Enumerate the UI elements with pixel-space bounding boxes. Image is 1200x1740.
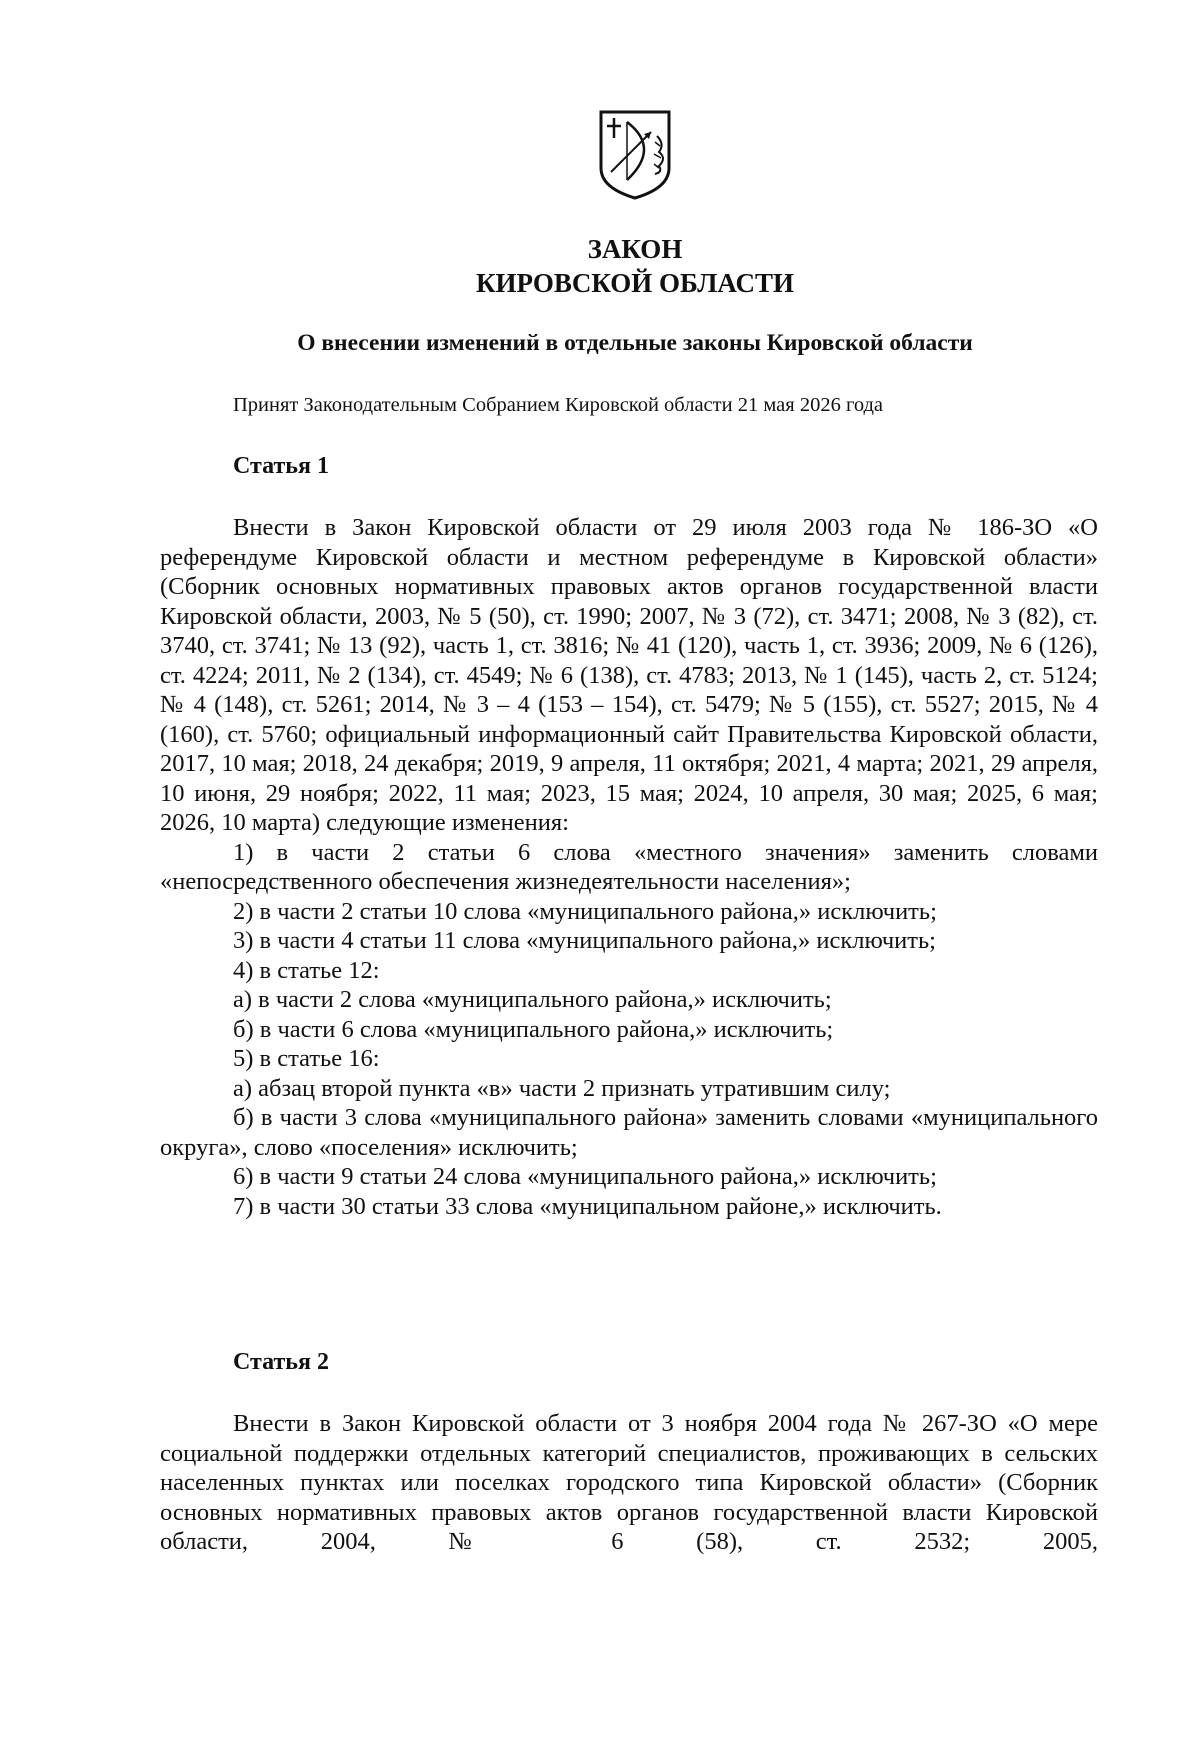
adoption-note: Принят Законодательным Собранием Кировской области 21 мая 2026 года	[233, 394, 884, 416]
list-item: 1) в части 2 статьи 6 слова «местного значения» заменить словами «непосредственного обеспечения жизнедеятельности населения»;	[160, 838, 1098, 895]
article-2-intro: Внести в Закон Кировской области от 3 ноября 2004 года № 267-ЗО «О мере социальной поддержки отдельных категорий специалистов, проживающих в сельских населенных пунктах или поселках городского типа Кировской области» (Сборник основных нормативных правовых актов органов государственной власти Кировской области, 2004, № 6 (58), ст. 2532; 2005,	[160, 1410, 1098, 1555]
article-2-body	[160, 1409, 1098, 1557]
list-item: 7) в части 30 статьи 33 слова «муниципальном районе,» исключить.	[233, 1192, 942, 1220]
list-item: б) в части 6 слова «муниципального района,» исключить;	[233, 1015, 834, 1043]
list-item: а) абзац второй пункта «в» части 2 признать утратившим силу;	[233, 1074, 891, 1102]
article-1-body	[160, 513, 1098, 1221]
kirov-coat-of-arms-icon	[597, 108, 673, 202]
law-title: ЗАКОН	[587, 234, 683, 264]
list-item: 3) в части 4 статьи 11 слова «муниципального района,» исключить;	[233, 927, 936, 954]
article-2-title: Статья 2	[233, 1349, 329, 1375]
list-item: а) в части 2 слова «муниципального района,» исключить;	[233, 986, 832, 1013]
list-item: 6) в части 9 статьи 24 слова «муниципального района,» исключить;	[233, 1163, 937, 1190]
article-1-title: Статья 1	[233, 453, 329, 479]
list-item: 2) в части 2 статьи 10 слова «муниципального района,» исключить;	[233, 897, 937, 925]
list-item: б) в части 3 слова «муниципального района» заменить словами «муниципального округа», слово «поселения» исключить;	[160, 1104, 1098, 1161]
list-item: 5) в статье 16:	[233, 1045, 380, 1072]
region-title: КИРОВСКОЙ ОБЛАСТИ	[475, 268, 795, 298]
list-item: 4) в статье 12:	[233, 956, 380, 984]
law-subject: О внесении изменений в отдельные законы Кировской области	[297, 330, 973, 356]
article-1-intro: Внести в Закон Кировской области от 29 июля 2003 года № 186-ЗО «О референдуме Кировской области и местном референдуме в Кировской области» (Сборник основных нормативных правовых актов органов государственной власти Кировской области, 2003, № 5 (50), ст. 1990; 2007, № 3 (72), ст. 3471; 2008, № 3 (82), ст. 3740, ст. 3741; № 13 (92), часть 1, ст. 3816; № 41 (120), часть 1, ст. 3936; 2009, № 6 (126), ст. 4224; 2011, № 2 (134), ст. 4549; № 6 (138), ст. 4783; 2013, № 1 (145), часть 2, ст. 5124; № 4 (148), ст. 5261; 2014, № 3 – 4 (153 – 154), ст. 5479; № 5 (155), ст. 5527; 2015, № 4 (160), ст. 5760; официальный информационный сайт Правительства Кировской области, 2017, 10 мая; 2018, 24 декабря; 2019, 9 апреля, 11 октября; 2021, 4 марта; 2021, 29 апреля, 10 июня, 29 ноября; 2022, 11 мая; 2023, 15 мая; 2024, 10 апреля, 30 мая; 2025, 6 мая; 2026, 10 марта) следующие изменения:	[160, 514, 1098, 836]
